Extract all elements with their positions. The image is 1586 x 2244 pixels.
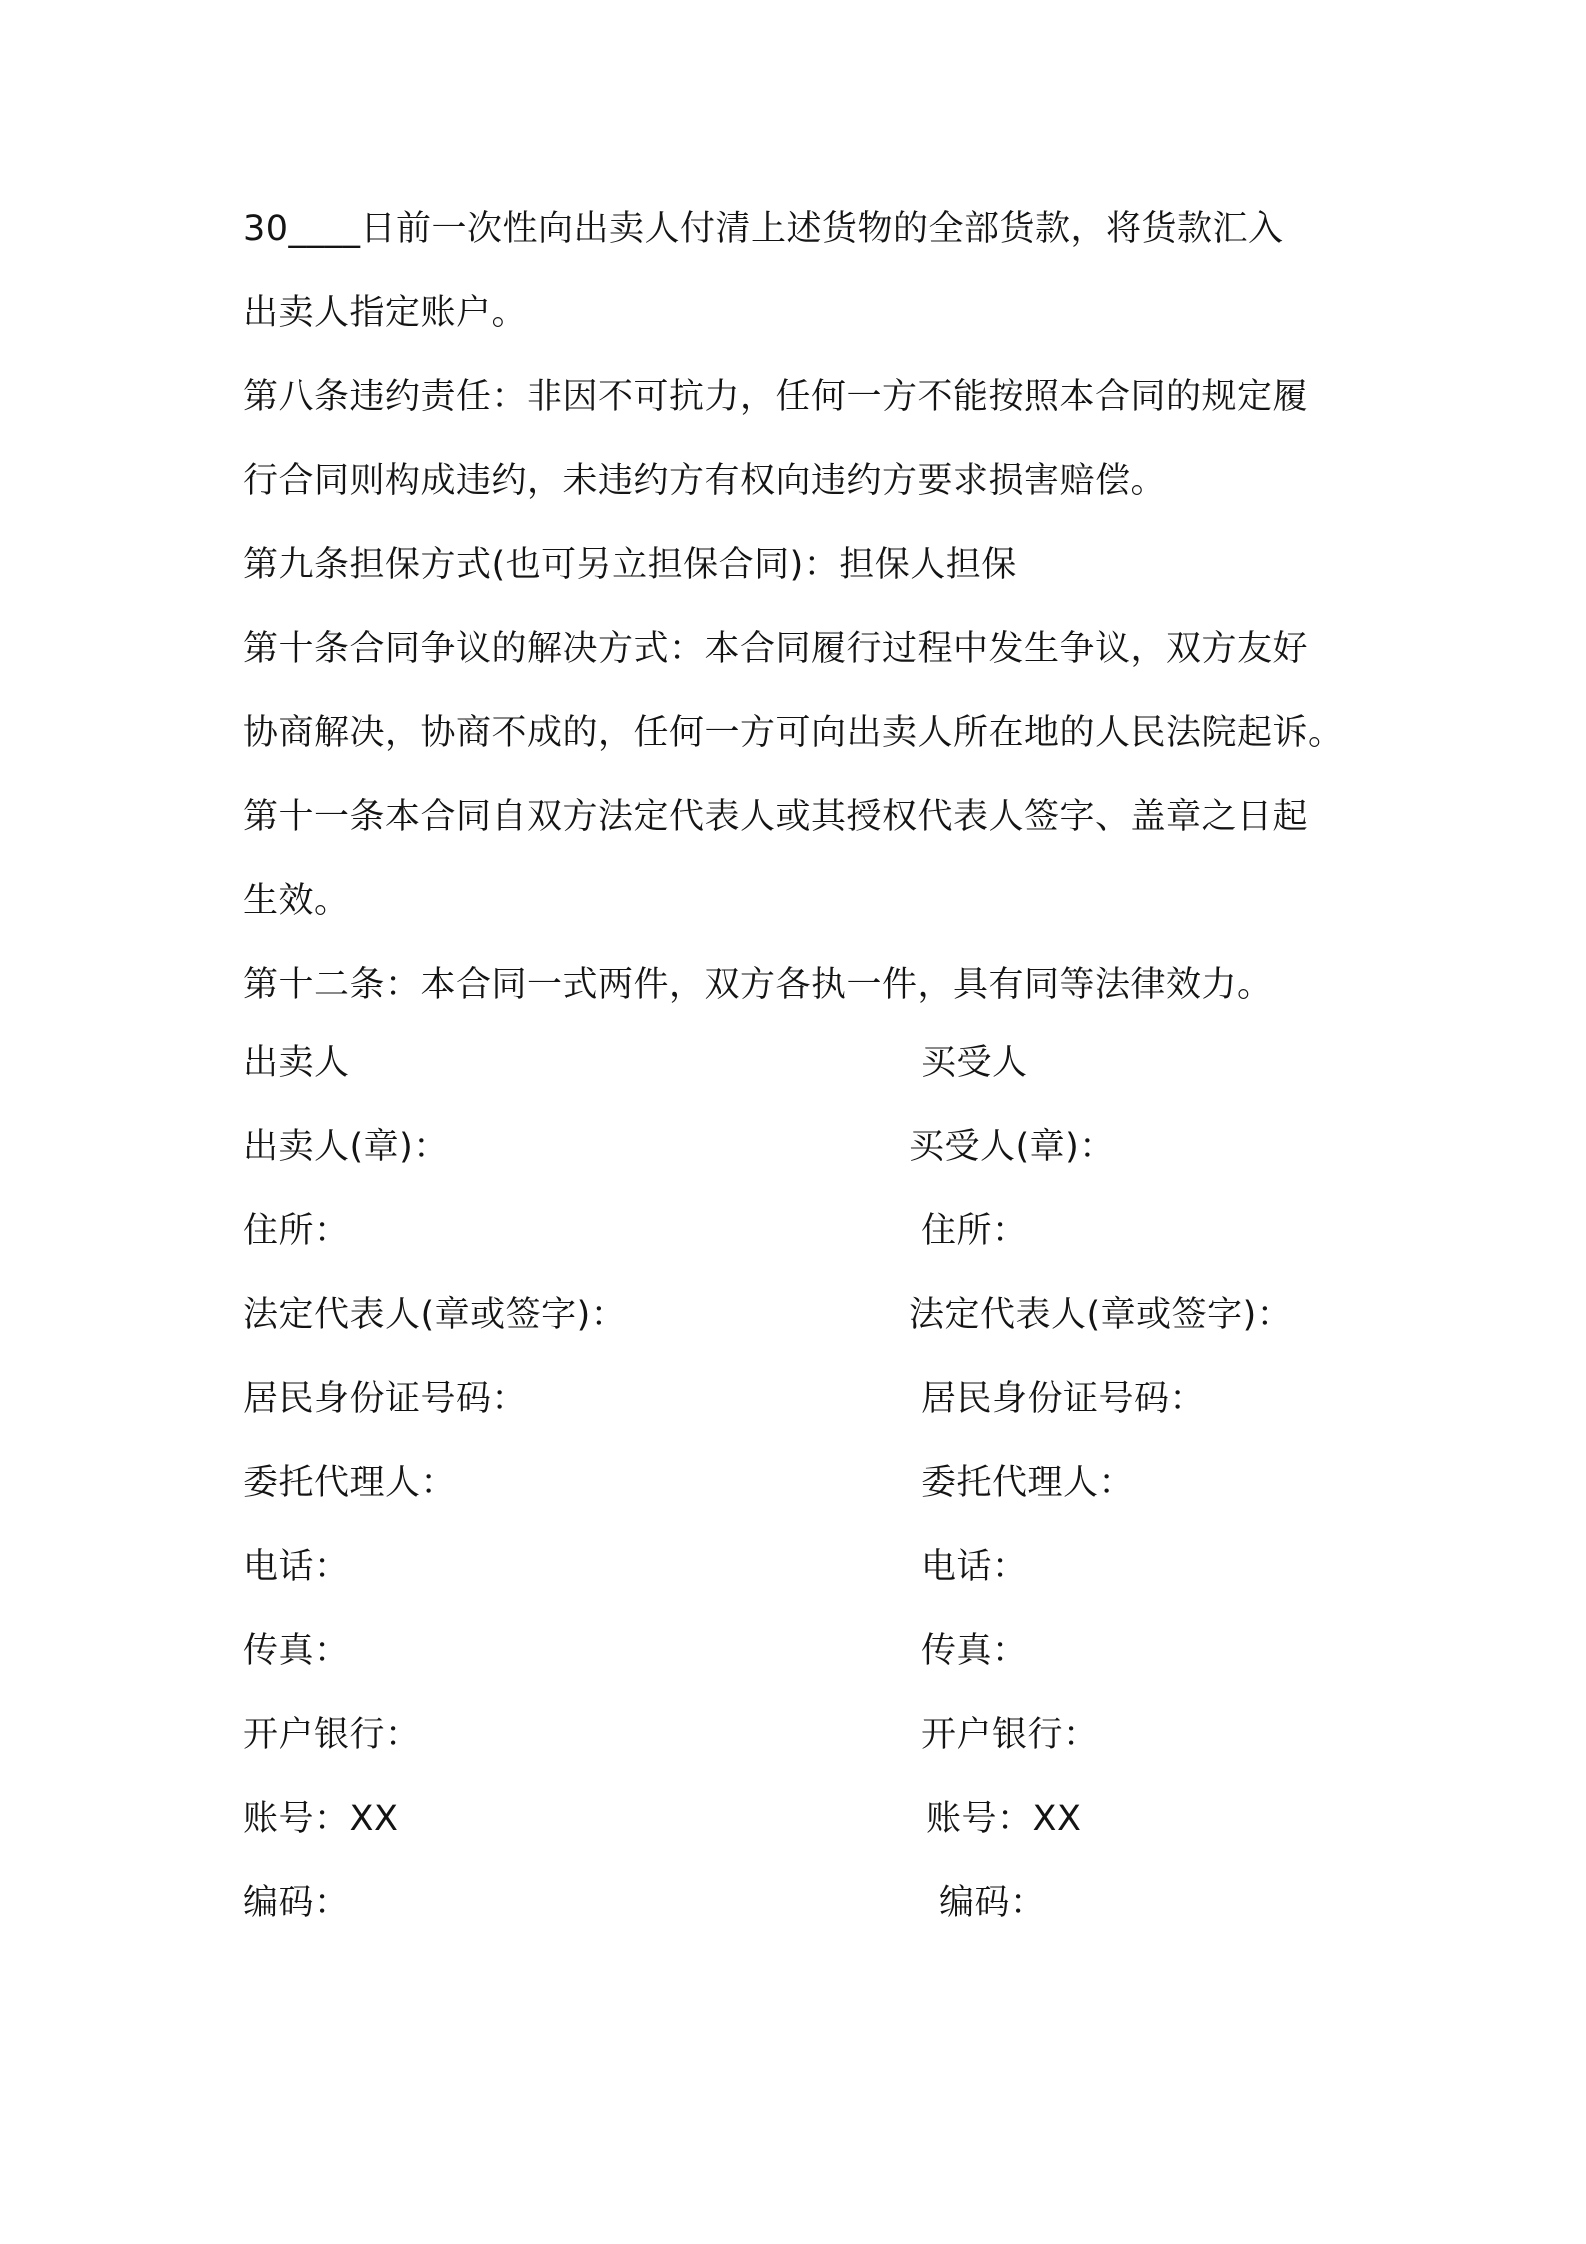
payment-clause-line-1: 30____日前一次性向出卖人付清上述货物的全部货款，将货款汇入	[243, 209, 1284, 249]
article-8-line-1: 第八条违约责任：非因不可抗力，任何一方不能按照本合同的规定履	[243, 377, 1309, 417]
seller-phone: 电话：	[243, 1547, 350, 1587]
seller-heading: 出卖人	[243, 1043, 350, 1083]
seller-address: 住所：	[243, 1211, 350, 1251]
buyer-phone: 电话：	[921, 1547, 1028, 1587]
buyer-seal: 买受人(章)：	[909, 1127, 1115, 1167]
seller-postcode: 编码：	[243, 1883, 350, 1923]
buyer-address: 住所：	[921, 1211, 1028, 1251]
buyer-bank: 开户银行：	[921, 1715, 1099, 1755]
article-10-line-1: 第十条合同争议的解决方式：本合同履行过程中发生争议，双方友好	[243, 629, 1309, 669]
seller-id-number: 居民身份证号码：	[243, 1379, 528, 1419]
payment-clause-line-2: 出卖人指定账户。	[243, 293, 528, 333]
article-11-line-2: 生效。	[243, 881, 350, 921]
buyer-postcode: 编码：	[939, 1883, 1046, 1923]
buyer-legal-rep: 法定代表人(章或签字)：	[909, 1295, 1293, 1335]
clause-block	[243, 187, 1363, 1027]
article-9: 第九条担保方式(也可另立担保合同)：担保人担保	[243, 545, 1017, 585]
seller-bank: 开户银行：	[243, 1715, 421, 1755]
buyer-id-number: 居民身份证号码：	[921, 1379, 1206, 1419]
buyer-agent: 委托代理人：	[921, 1463, 1135, 1503]
seller-account: 账号：XX	[243, 1799, 399, 1839]
seller-legal-rep: 法定代表人(章或签字)：	[243, 1295, 627, 1335]
buyer-heading: 买受人	[921, 1043, 1028, 1083]
seller-fax: 传真：	[243, 1631, 350, 1671]
article-10-line-2: 协商解决，协商不成的，任何一方可向出卖人所在地的人民法院起诉。	[243, 713, 1344, 753]
seller-seal: 出卖人(章)：	[243, 1127, 449, 1167]
article-11-line-1: 第十一条本合同自双方法定代表人或其授权代表人签字、盖章之日起	[243, 797, 1309, 837]
seller-agent: 委托代理人：	[243, 1463, 457, 1503]
buyer-account: 账号：XX	[926, 1799, 1082, 1839]
article-8-line-2: 行合同则构成违约，未违约方有权向违约方要求损害赔偿。	[243, 461, 1167, 501]
article-12: 第十二条：本合同一式两件，双方各执一件，具有同等法律效力。	[243, 965, 1273, 1005]
buyer-fax: 传真：	[921, 1631, 1028, 1671]
